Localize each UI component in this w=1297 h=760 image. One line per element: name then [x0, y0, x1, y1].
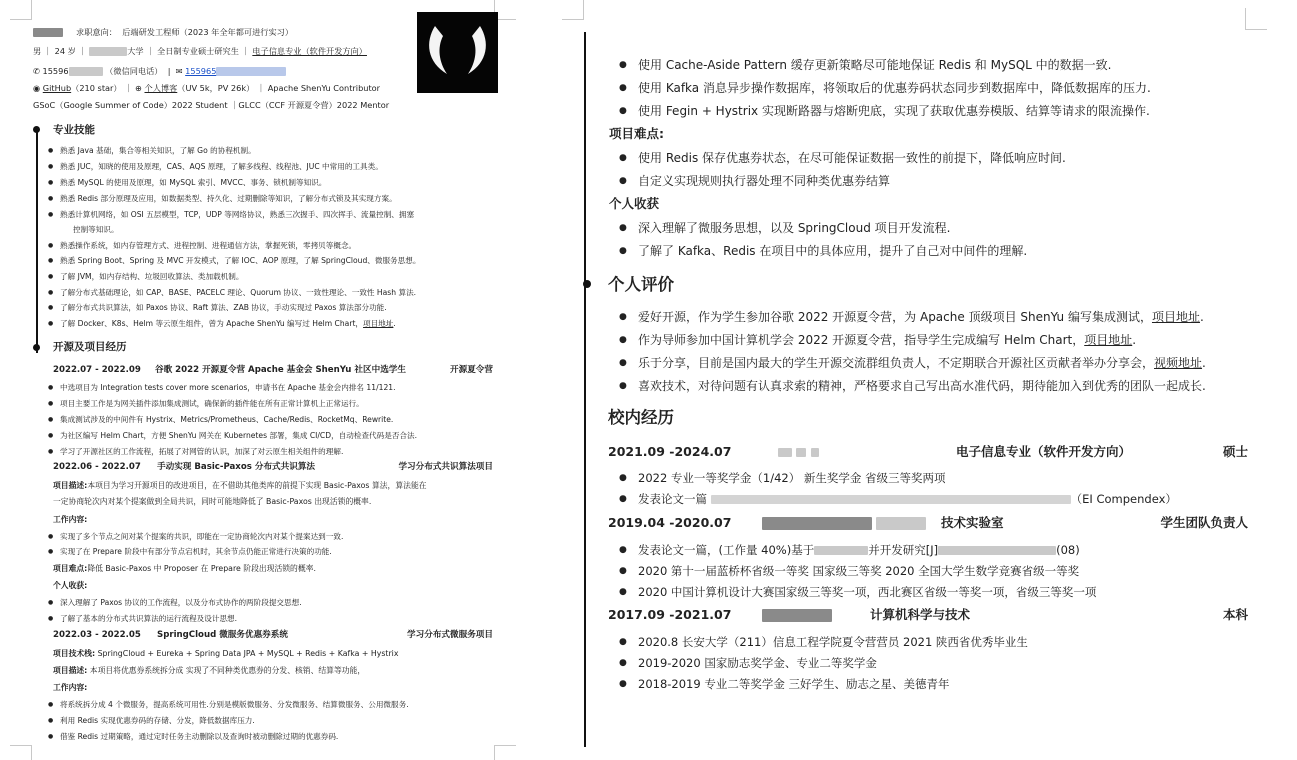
phone-icon: ✆ [33, 66, 40, 76]
project-period: 2022.06 - 2022.07 [53, 462, 141, 472]
project-3-desc [53, 665, 365, 676]
award-item: ● 2022 专业一等奖学金（1/42） 新生奖学金 省级三等奖两项 [638, 470, 946, 486]
gain-label: 个人收获 [609, 196, 660, 211]
roles-text: GSoC（Google Summer of Code）2022 Student ｜GLCC（CCF 开源夏令营）2022 Mentor [33, 100, 390, 110]
skill-item: ● 了解 Docker、K8s、Helm 等云原生组件，曾为 Apache ShenYu 编写过 Helm Chart，项目地址. [60, 318, 396, 329]
paper-issue: (08) [1056, 543, 1080, 557]
project-3-stack [53, 648, 398, 659]
edu-1-header [608, 444, 1248, 460]
desc-text: 本项目为学习开源项目的改进项目，在不借助其他类库的前提下实现 Basic-Paxos 算法，算法能在 [87, 481, 427, 490]
project-item: ● 学习了开源社区的工作流程，拓展了对网管的认识，加深了对云原生相关组件的理解. [60, 446, 343, 457]
page-corner-mark [1245, 8, 1267, 30]
edu-major: 计算机科学与技术 [870, 607, 971, 622]
project-item: ● 实现了多个节点之间对某个提案的共识，即能在一定协商轮次内对某个提案达到一致. [60, 531, 343, 542]
timeline-line [36, 128, 38, 353]
phone-note: （微信同电话） [105, 66, 163, 76]
evaluation-heading: 个人评价 [608, 275, 674, 294]
header-roles [33, 99, 498, 111]
redacted-school [778, 448, 792, 457]
project-2-header [53, 461, 493, 473]
project-item: ● 使用 Cache-Aside Pattern 缓存更新策略尽可能地保证 Redis 和 MySQL 中的数据一致. [638, 57, 1111, 73]
project-item: ● 集成测试涉及的中间件有 Hystrix、Metrics/Prometheus、Cache/Redis、RocketMq、Rewrite. [60, 414, 393, 425]
blog-stats: （UV 5k，PV 26k） [177, 83, 255, 93]
page-corner-mark [494, 745, 516, 760]
difficulty-label: 项目难点: [609, 126, 664, 141]
project-period: 2022.03 - 2022.05 [53, 630, 141, 640]
redacted-school [811, 448, 819, 457]
page-corner-mark [10, 0, 32, 20]
edu-degree: 硕士 [1222, 444, 1248, 459]
gender: 男 [33, 46, 42, 56]
evaluation-item: ● 喜欢技术，对待问题有认真求索的精神，严格要求自己写出高水准代码，期待能加入到优秀的团队一起成长. [638, 378, 1206, 394]
paper-item [638, 542, 1080, 558]
project-name: 手动实现 Basic-Paxos 分布式共识算法 [157, 462, 316, 472]
timeline-dot [33, 344, 40, 351]
edu-degree: 本科 [1222, 607, 1248, 622]
redacted-lab [876, 517, 926, 530]
evaluation-item: ● 作为导师参加中国计算机学会 2022 开源夏令营，指导学生完成编写 Helm Chart，项目地址. [638, 332, 1136, 348]
campus-heading: 校内经历 [608, 408, 674, 427]
page-corner-mark [562, 0, 584, 20]
gain-item: ● 深入理解了微服务思想，以及 SpringCloud 项目开发流程. [638, 220, 950, 236]
timeline-dot [33, 126, 40, 133]
award-item: ● 2018-2019 专业二等奖学金 三好学生、励志之星、美德青年 [638, 676, 950, 692]
video-link[interactable]: 视频地址 [1154, 356, 1203, 370]
project-item: ● 为社区编写 Helm Chart，方便 ShenYu 网关在 Kubernetes 部署，集成 CI/CD，自动检查代码是否合法. [60, 430, 417, 441]
redacted-email [216, 67, 286, 76]
edu-period: 2021.09 -2024.07 [608, 444, 732, 459]
project-item: ● 使用 Fegin + Hystrix 实现断路器与熔断兜底，实现了获取优惠券模版、结算等请求的限流操作. [638, 103, 1150, 119]
blog-link[interactable]: 个人博客 [144, 83, 178, 93]
avatar [417, 12, 498, 93]
project-item: ● 利用 Redis 实现优惠券码的存储、分发，降低数据库压力. [60, 715, 255, 726]
major: 电子信息专业（软件开发方向） [252, 46, 367, 56]
email-link[interactable]: 155965 [185, 66, 217, 76]
redacted-school [796, 448, 806, 457]
difficulty-item: ● 自定义实现规则执行器处理不同种类优惠券结算 [638, 173, 890, 189]
award-item: ● 2020.8 长安大学（211）信息工程学院夏令营营员 2021 陕西省优秀毕业生 [638, 634, 1028, 650]
edu-2-header [608, 515, 1248, 531]
skill-item: ● 了解分布式共识算法，如 Paxos 协议、Raft 算法、ZAB 协议，手动实现过 Paxos 算法部分功能. [60, 302, 387, 313]
evaluation-text: 作为导师参加中国计算机学会 2022 开源夏令营，指导学生完成编写 Helm Chart， [638, 333, 1085, 347]
difficulty-label: 项目难点: [53, 564, 88, 573]
stack-label: 项目技术栈: [53, 649, 96, 658]
paper-item [638, 491, 1177, 507]
gain-label: 个人收获: [53, 581, 88, 590]
paper-text: 发表论文一篇 [638, 492, 707, 506]
skill-item: ● 熟悉 JUC，知晓的使用及原理，CAS、AQS 原理，了解多线程、线程池、JUC 中常用的工具类。 [60, 161, 383, 172]
redacted-school [89, 47, 127, 56]
redacted-name [33, 28, 63, 37]
projects-heading: 开源及项目经历 [53, 341, 127, 353]
evaluation-text: 乐于分享，目前是国内最大的学生开源交流群组负责人，不定期联合开源社区贡献者举办分享会， [638, 356, 1155, 370]
age: 24 岁 [54, 46, 76, 56]
separator: | [167, 66, 171, 76]
project-name: 谷歌 2022 开源夏令营 Apache 基金会 ShenYu 社区中选学生 [155, 365, 406, 375]
phone-number: 15596 [42, 66, 69, 76]
difficulty-item: ● 使用 Redis 保存优惠券状态，在尽可能保证数据一致性的前提下，降低响应时间. [638, 150, 1066, 166]
project-1-header [53, 364, 493, 376]
skill-item-continued: 控制等知识。 [73, 225, 119, 234]
work-label: 工作内容: [53, 683, 88, 692]
intent-value: 后端研发工程师（2023 年全年都可进行实习） [122, 27, 294, 37]
github-link[interactable]: GitHub [42, 83, 72, 93]
edu-major: 电子信息专业（软件开发方向） [956, 444, 1132, 459]
github-stars: （210 star） [71, 83, 122, 93]
skill-item: ● 熟悉计算机网络，如 OSI 五层模型，TCP，UDP 等网络协议，熟悉三次握手、四次挥手、流量控制、拥塞 [60, 209, 414, 220]
desc-text: 本项目将优惠券系统拆分成 实现了不同种类优惠券的分发、核销、结算等功能， [89, 666, 366, 675]
project-tag: 开源夏令营 [450, 365, 493, 375]
timeline-line [584, 32, 586, 747]
project-item: ● 使用 Kafka 消息异步操作数据库，将领取后的优惠券码状态同步到数据库中，降低数据库的压力. [638, 80, 1151, 96]
skill-item: ● 熟悉 Java 基础，集合等相关知识，了解 Go 的协程机制。 [60, 145, 256, 156]
project-2-desc [53, 480, 427, 491]
skill-item: ● 了解 JVM，如内存结构、垃圾回收算法、类加载机制。 [60, 271, 243, 282]
redacted-school [762, 609, 832, 622]
project-item: ● 项目主要工作是为网关插件添加集成测试，确保新的插件能在所有正常计算机上正常运行。 [60, 398, 364, 409]
edu-lab: 技术实验室 [941, 515, 1004, 530]
skill-item: ● 熟悉操作系统，如内存管理方式、进程控制、进程通信方法，掌握死锁，零拷贝等概念。 [60, 240, 356, 251]
evaluation-item: ● 乐于分享，目前是国内最大的学生开源交流群组负责人，不定期联合开源社区贡献者举办分享会，视频地址. [638, 355, 1206, 371]
header-basic-info: 男 ｜ 24 岁 ｜ 大学 ｜ 全日制专业硕士研究生 ｜ 电子信息专业（软件开发方向） [33, 46, 367, 56]
project-item: ● 了解了基本的分布式共识算法的运行流程及设计思想. [60, 613, 237, 624]
desc-label: 项目描述: [53, 666, 88, 675]
difficulty-text: 降低 Basic-Paxos 中 Proposer 在 Prepare 阶段出现活锁的概率. [87, 564, 316, 573]
skill-item: ● 了解分布式基础理论，如 CAP、BASE、PACELC 理论、Quorum 协议、一致性理论、一致性 Hash 算法. [60, 287, 416, 298]
desc-label: 项目描述: [53, 481, 88, 490]
skill-item-text: 了解 Docker、K8s、Helm 等云原生组件，曾为 Apache ShenYu 编写过 Helm Chart， [60, 319, 364, 328]
project-item: ● 实现了在 Prepare 阶段中有部分节点宕机时，其余节点仍能正常进行决策的功能. [60, 546, 332, 557]
avatar-venom-eyes-image [417, 12, 498, 93]
project-tag: 学习分布式微服务项目 [407, 630, 493, 640]
project-item: ● 中选项目为 Integration tests cover more scenarios，申请书在 Apache 基金会内排名 11/121. [60, 382, 396, 393]
project-item: ● 深入理解了 Paxos 协议的工作流程，以及分布式协作的两阶段提交思想. [60, 597, 302, 608]
school-suffix: 大学 [127, 46, 144, 56]
header-links: ◉ GitHub（210 star） ｜ ⊕ 个人博客（UV 5k，PV 26k） ｜ Apache ShenYu Contributor [33, 83, 381, 93]
project-item: ● 借鉴 Redis 过期策略，通过定时任务主动删除以及查询时被动删除过期的优惠券码. [60, 731, 338, 742]
contributor-title: Apache ShenYu Contributor [267, 83, 381, 93]
project-2-difficulty [53, 563, 316, 574]
work-label: 工作内容: [53, 515, 88, 524]
edu-3-header [608, 607, 1248, 623]
globe-icon: ⊕ [135, 83, 142, 93]
redacted-phone [69, 67, 103, 76]
skill-item: ● 熟悉 Spring Boot、Spring 及 MVC 开发模式，了解 IOC、AOP 原理，了解 SpringCloud、微服务思想。 [60, 255, 420, 266]
award-item: ● 2020 第十一届蓝桥杯省级一等奖 国家级三等奖 2020 全国大学生数学竞赛省级一等奖 [638, 563, 1079, 579]
edu-role: 学生团队负责人 [1160, 515, 1248, 530]
redacted-school [762, 517, 872, 530]
award-item: ● 2020 中国计算机设计大赛国家级三等奖一项，西北赛区省级一等奖一项，省级三等奖一项 [638, 584, 1096, 600]
project-item: ● 将系统拆分成 4 个微服务，提高系统可用性.分别是模版微服务、分发微服务、结算微服务、公用微服务. [60, 699, 409, 710]
project-tag: 学习分布式共识算法项目 [398, 462, 493, 472]
gain-item: ● 了解了 Kafka、Redis 在项目中的具体应用，提升了自己对中间件的理解. [638, 243, 1027, 259]
skills-heading: 专业技能 [53, 124, 95, 136]
helm-project-link[interactable]: 项目地址 [1084, 333, 1133, 347]
redacted-paper-title [814, 546, 868, 555]
github-icon: ◉ [33, 83, 41, 93]
evaluation-item: ● 爱好开源，作为学生参加谷歌 2022 开源夏令营，为 Apache 顶级项目 ShenYu 编写集成测试，项目地址. [638, 309, 1204, 325]
timeline-dot [583, 280, 591, 288]
evaluation-text: 爱好开源，作为学生参加谷歌 2022 开源夏令营，为 Apache 顶级项目 ShenYu 编写集成测试， [638, 310, 1152, 324]
shenyu-project-link[interactable]: 项目地址 [1151, 310, 1200, 324]
desc-text: 一定协商轮次内对某个提案做到全局共识，同时可能地降低了 Basic-Paxos 出现活锁的概率. [53, 497, 372, 506]
skill-item: ● 熟悉 MySQL 的使用及原理，如 MySQL 索引、MVCC、事务、锁机制等知识。 [60, 177, 326, 188]
stack-text: SpringCloud + Eureka + Spring Data JPA + MySQL + Redis + Kafka + Hystrix [97, 649, 399, 658]
project-name: SpringCloud 微服务优惠券系统 [157, 630, 288, 640]
page-corner-mark [10, 745, 32, 760]
paper-text: 并开发研究[J] [868, 543, 939, 557]
redacted-journal [938, 546, 1056, 555]
program: 全日制专业硕士研究生 [157, 46, 239, 56]
mail-icon: ✉ [175, 66, 183, 76]
helm-chart-project-link[interactable]: 项目地址 [363, 319, 394, 328]
paper-text: 发表论文一篇，(工作量 40%)基于 [638, 543, 815, 557]
edu-period: 2019.04 -2020.07 [608, 515, 732, 530]
redacted-paper-title [711, 495, 1071, 504]
paper-index: （EI Compendex） [1070, 492, 1177, 506]
skill-item: ● 熟悉 Redis 部分原理及应用，如数据类型、持久化、过期删除等知识，了解分布式锁及其实现方案。 [60, 193, 397, 204]
project-period: 2022.07 - 2022.09 [53, 365, 141, 375]
resume-page-left [0, 0, 540, 760]
intent-label: 求职意向： [76, 27, 117, 37]
edu-period: 2017.09 -2021.07 [608, 607, 732, 622]
award-item: ● 2019-2020 国家励志奖学金、专业二等奖学金 [638, 655, 877, 671]
project-3-header [53, 629, 493, 641]
